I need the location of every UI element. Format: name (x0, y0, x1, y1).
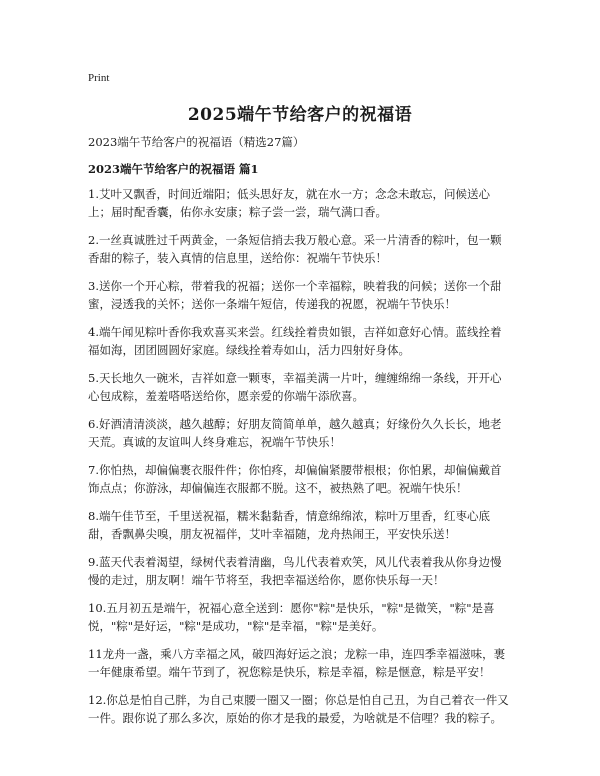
paragraph-11: 11龙舟一盏，乘八方幸福之风，破四海好运之浪；龙粽一串，连四季幸福滋味，裹一年健康希望。端午节到了，祝您粽是快乐，粽是幸福，粽是惬意，粽是平安！ (88, 647, 506, 679)
page-title: 2025端午节给客户的祝福语 (187, 105, 413, 125)
paragraph-6: 6.好酒清清淡淡，越久越醇；好朋友简简单单，越久越真；好缘份久久长长，地老天荒。真诚的友谊叫人终身难忘，祝端午节快乐！ (88, 417, 502, 449)
paragraph-9: 9.蓝天代表着渴望，绿树代表着清幽，鸟儿代表着欢笑，风儿代表着我从你身边慢慢的走过，朋友啊！端午节将至，我把幸福送给你，愿你快乐每一天！ (88, 555, 502, 587)
print-link[interactable]: Print (88, 72, 110, 84)
paragraph-8: 8.端午佳节至，千里送祝福，糯米黏黏香，情意绵绵浓，粽叶万里香，红枣心底甜，香飘鼻尖嗅，朋友祝福伴，艾叶幸福随，龙舟热闹王，平安快乐送！ (88, 509, 490, 541)
paragraph-list (88, 185, 512, 737)
paragraph-2: 2.一丝真诚胜过千两黄金，一条短信捎去我万般心意。采一片清香的粽叶，包一颗香甜的粽子，装入真情的信息里，送给你：祝端午节快乐！ (88, 233, 502, 265)
paragraph-5: 5.天长地久一碗米，吉祥如意一颗枣，幸福美满一片叶，缠缠绵绵一条线，开开心心包成粽，羞羞嗒嗒送给你，愿亲爱的你端午添欣喜。 (88, 371, 502, 403)
paragraph-12: 12.你总是怕自己胖，为自己束腰一圈又一圈；你总是怕自己丑，为自己着衣一件又一件。跟你说了那么多次，原始的你才是我的最爱，为啥就是不信哩？我的粽子。 (88, 693, 509, 725)
paragraph-3: 3.送你一个开心粽，带着我的祝福；送你一个幸福粽，映着我的问候；送你一个甜蜜，浸透我的关怀；送你一条端午短信，传递我的祝愿，祝端午节快乐！ (88, 279, 502, 311)
paragraph-1: 1.艾叶又飘香，时间近端阳；低头思好友，就在水一方；念念未敢忘，问候送心上；届时配香囊，佑你永安康；粽子尝一尝，瑞气满口香。 (88, 187, 490, 219)
paragraph-7: 7.你怕热，却偏偏裹衣服件件；你怕疼，却偏偏紧腰带根根；你怕累，却偏偏戴首饰点点；你游泳，却偏偏连衣服都不脱。这不，被热熟了吧。祝端午快乐！ (88, 463, 502, 495)
section-heading: 2023端午节给客户的祝福语 篇1 (88, 162, 259, 176)
paragraph-4: 4.端午闻见粽叶香你我欢喜买来尝。红线拴着贵如银，吉祥如意好心情。蓝线拴着福如海，团团圆圆好家庭。绿线拴着寿如山，活力四射好身体。 (88, 325, 502, 357)
subtitle: 2023端午节给客户的祝福语（精选27篇） (88, 135, 305, 149)
paragraph-10: 10.五月初五是端午，祝福心意全送到：愿你"粽"是快乐，"粽"是微笑，"粽"是喜悦，"粽"是好运，"粽"是成功，"粽"是幸福，"粽"是美好。 (88, 601, 495, 633)
